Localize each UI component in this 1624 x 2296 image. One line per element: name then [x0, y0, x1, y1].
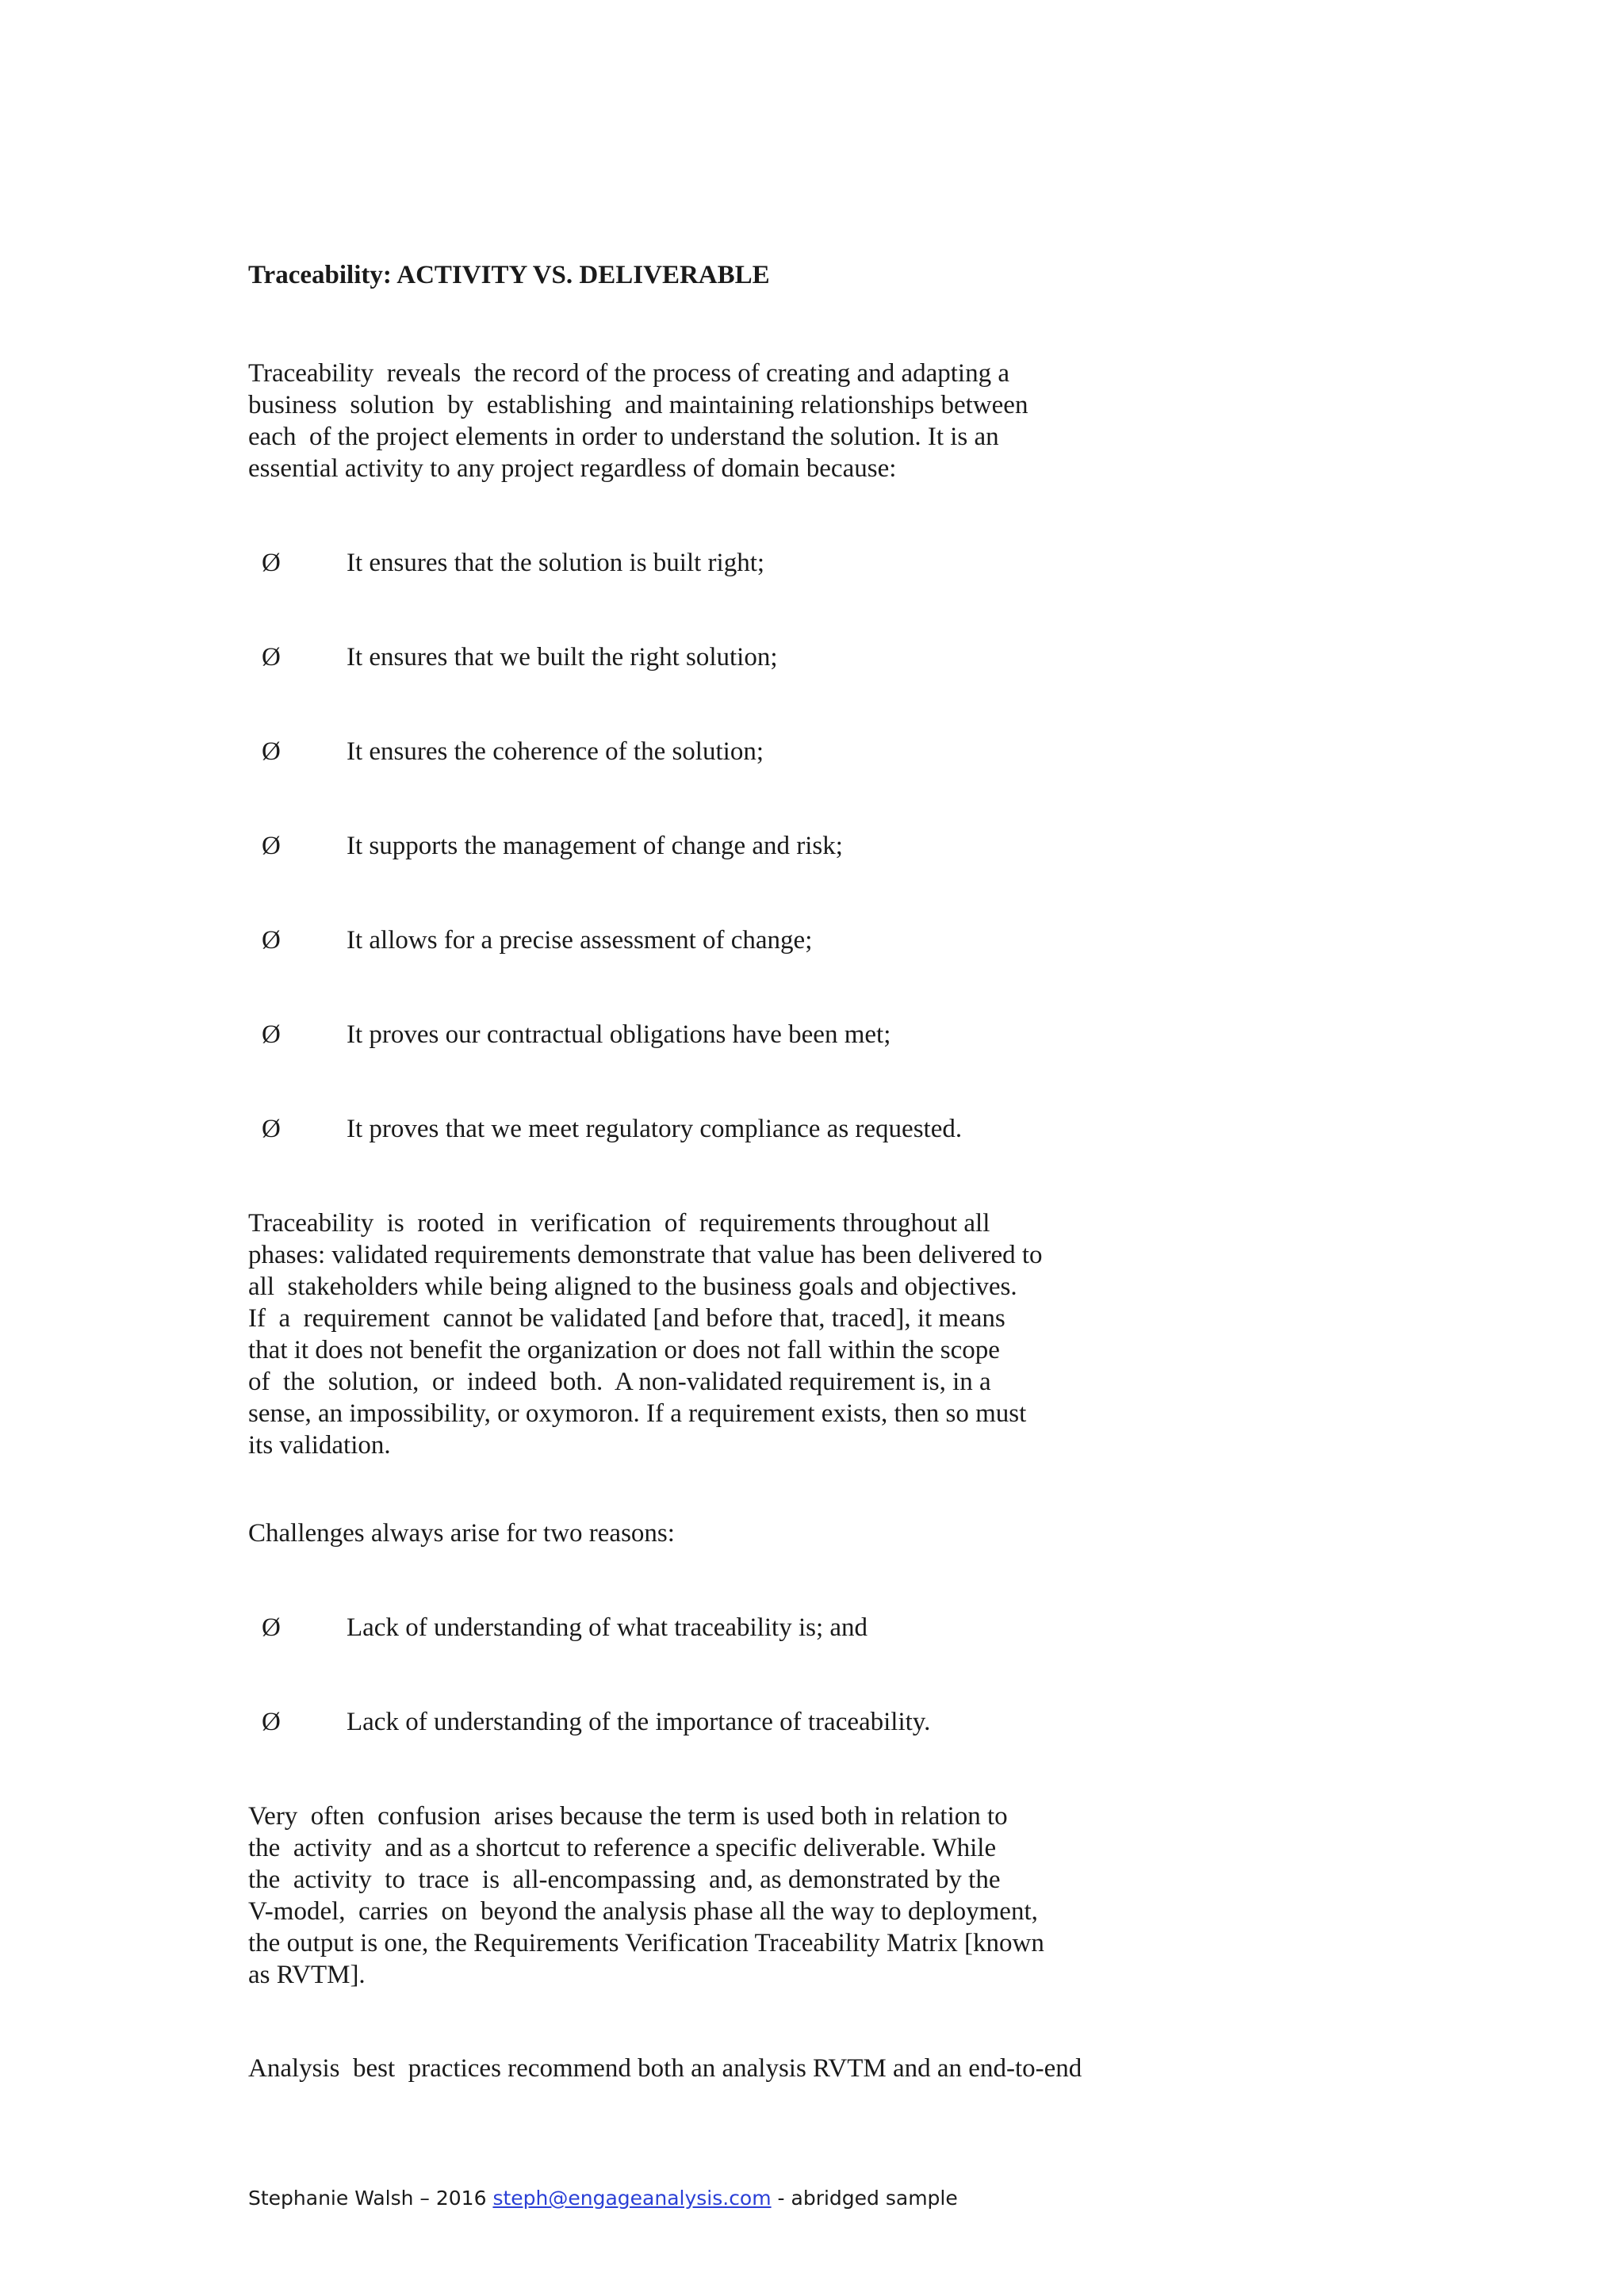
page-footer	[248, 2186, 958, 2211]
bullet-arrow-icon: Ø	[262, 832, 281, 860]
paragraph-line: all stakeholders while being aligned to the business goals and objectives.	[248, 1272, 1017, 1301]
confusion-paragraph	[248, 1800, 1044, 1991]
bullet-arrow-icon: Ø	[262, 1020, 281, 1049]
paragraph-line: as RVTM].	[248, 1961, 366, 1989]
verification-paragraph	[248, 1207, 1043, 1461]
footer-suffix: - abridged sample	[771, 2187, 958, 2210]
reason-text: It ensures that the solution is built right;	[347, 549, 765, 577]
bullet-arrow-icon: Ø	[262, 643, 281, 672]
paragraph-line: V-model, carries on beyond the analysis phase all the way to deployment,	[248, 1897, 1038, 1926]
reason-text: It proves that we meet regulatory compliance as requested.	[347, 1115, 963, 1143]
bullet-arrow-icon: Ø	[262, 926, 281, 955]
challenge-text: Lack of understanding of what traceability is; and	[347, 1613, 868, 1642]
bullet-arrow-icon: Ø	[262, 1708, 281, 1736]
reason-text: It ensures that we built the right solution;	[347, 643, 778, 672]
paragraph-line: the activity to trace is all-encompassing and, as demonstrated by the	[248, 1866, 1001, 1894]
bullet-arrow-icon: Ø	[262, 1115, 281, 1143]
paragraph-line: If a requirement cannot be validated [and before that, traced], it means	[248, 1304, 1005, 1333]
reason-text: It allows for a precise assessment of change;	[347, 926, 813, 955]
reason-text: It supports the management of change and risk;	[347, 832, 843, 860]
paragraph-line: the activity and as a shortcut to reference a specific deliverable. While	[248, 1834, 997, 1862]
bullet-arrow-icon: Ø	[262, 737, 281, 766]
closing-paragraph	[248, 2053, 1082, 2084]
paragraph-line: Traceability is rooted in verification of requirements throughout all	[248, 1209, 990, 1238]
reason-text: It proves our contractual obligations have been met;	[347, 1020, 891, 1049]
paragraph-line: essential activity to any project regardless of domain because:	[248, 454, 897, 483]
paragraph-line: phases: validated requirements demonstrate that value has been delivered to	[248, 1241, 1043, 1269]
paragraph-line: sense, an impossibility, or oxymoron. If a requirement exists, then so must	[248, 1399, 1027, 1428]
footer-author: Stephanie Walsh – 2016	[248, 2187, 493, 2210]
bullet-arrow-icon: Ø	[262, 1613, 281, 1642]
bullet-arrow-icon: Ø	[262, 549, 281, 577]
paragraph-line: Challenges always arise for two reasons:	[248, 1519, 675, 1548]
paragraph-line: business solution by establishing and maintaining relationships between	[248, 391, 1028, 419]
intro-paragraph	[248, 358, 1028, 484]
paragraph-line: Very often confusion arises because the term is used both in relation to	[248, 1802, 1008, 1831]
paragraph-line: of the solution, or indeed both. A non-validated requirement is, in a	[248, 1368, 991, 1396]
reason-text: It ensures the coherence of the solution;	[347, 737, 764, 766]
paragraph-line: Analysis best practices recommend both an analysis RVTM and an end-to-end	[248, 2054, 1082, 2083]
paragraph-line: Traceability reveals the record of the process of creating and adapting a	[248, 359, 1009, 388]
footer-email-link[interactable]: steph@engageanalysis.com	[492, 2187, 772, 2210]
page-title: Traceability: ACTIVITY VS. DELIVERABLE	[248, 261, 770, 289]
paragraph-line: that it does not benefit the organization or does not fall within the scope	[248, 1336, 1000, 1364]
paragraph-line: its validation.	[248, 1431, 391, 1460]
challenge-text: Lack of understanding of the importance of traceability.	[347, 1708, 931, 1736]
challenges-intro	[248, 1517, 675, 1549]
paragraph-line: each of the project elements in order to understand the solution. It is an	[248, 423, 999, 451]
paragraph-line: the output is one, the Requirements Verification Traceability Matrix [known	[248, 1929, 1044, 1957]
